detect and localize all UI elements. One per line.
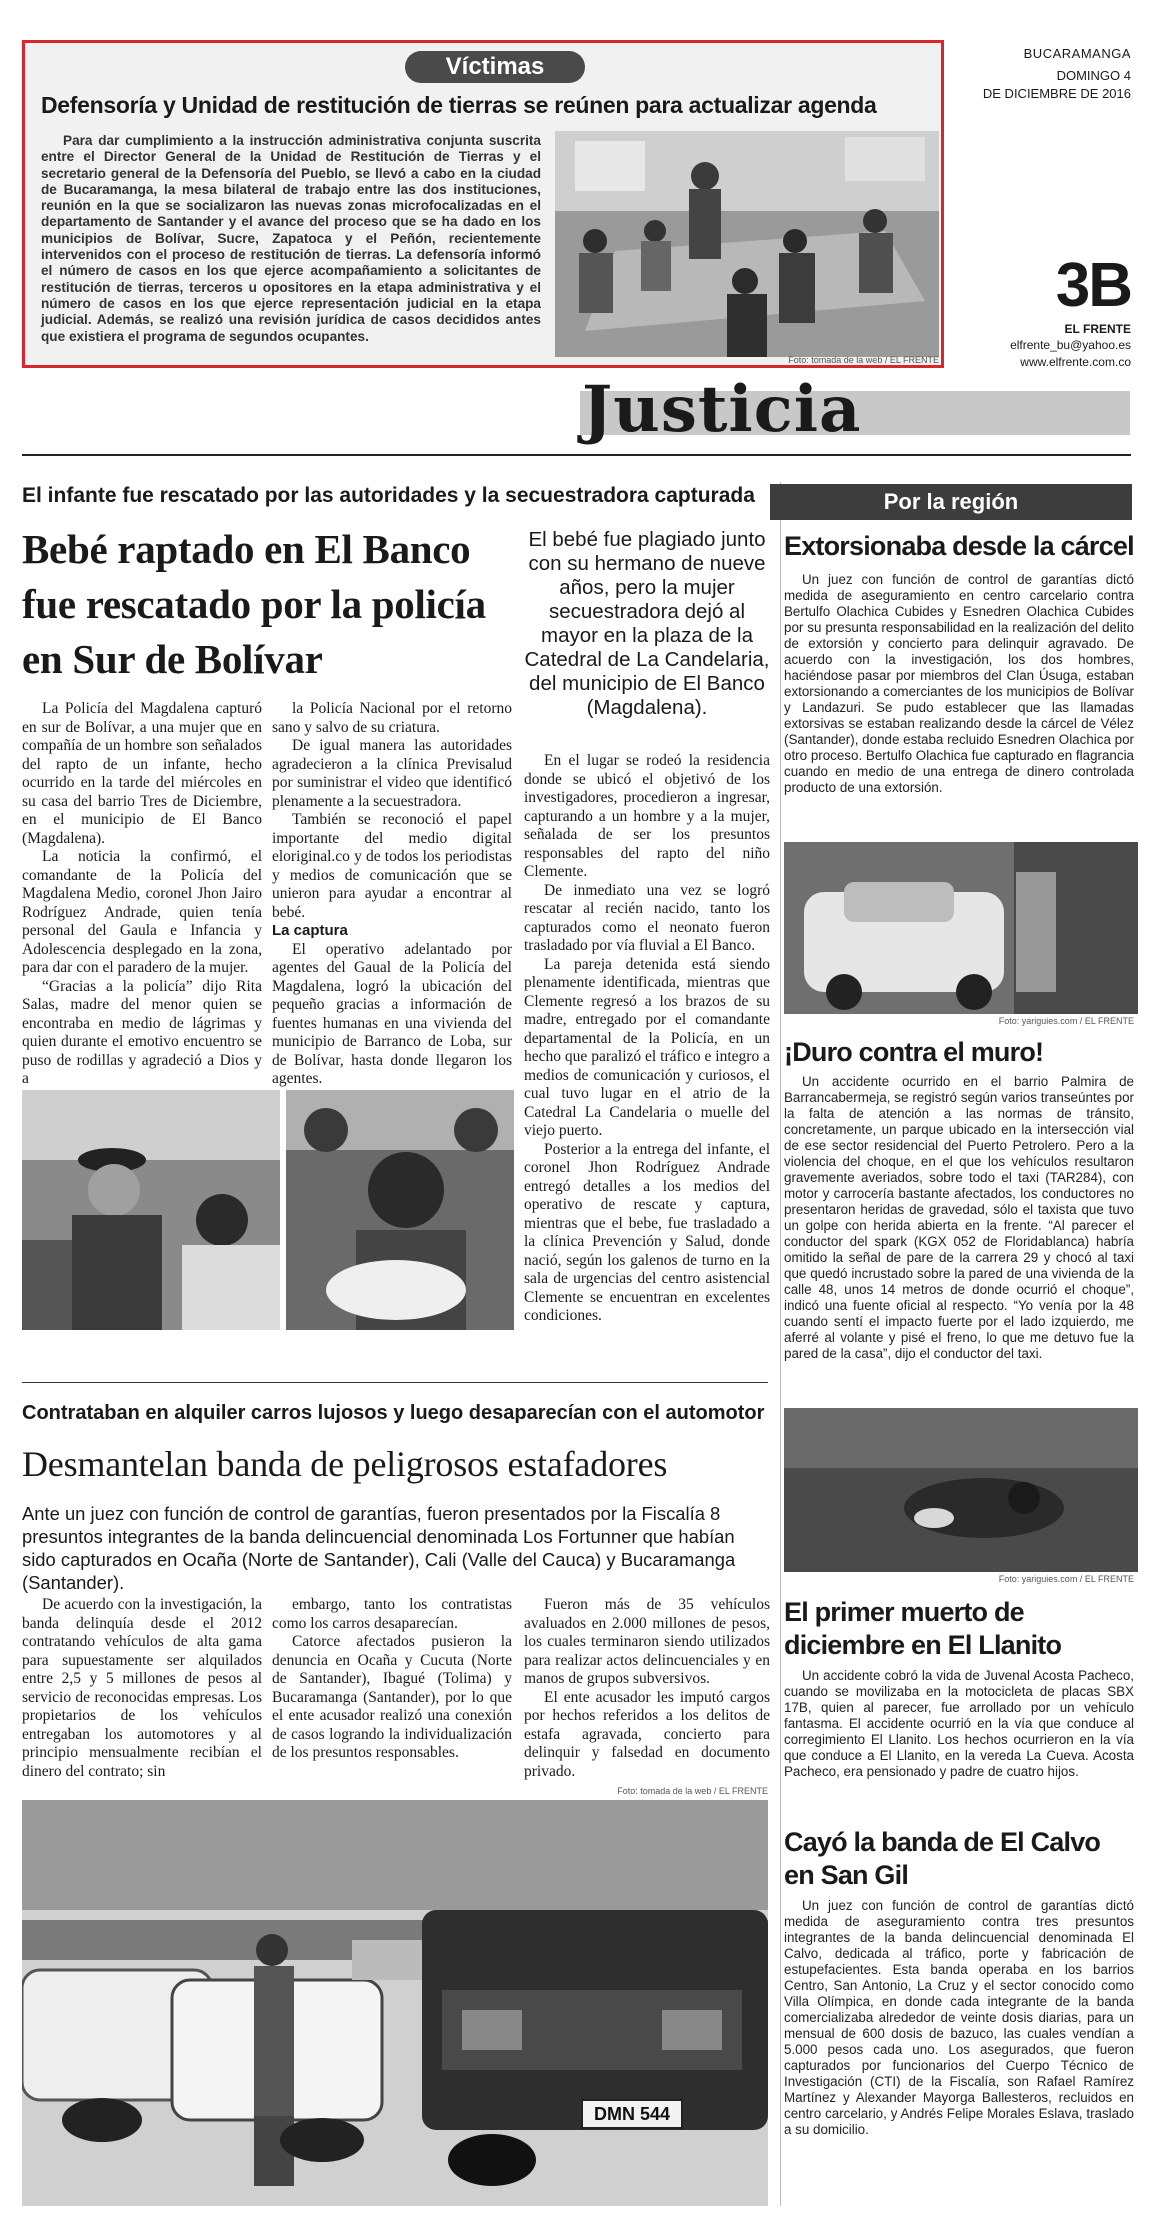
paragraph: De inmediato una vez se logró rescatar al recién nacido, tanto los capturados como el neonato fueron trasladado por vía fluvial a El Banco. (524, 881, 770, 954)
sidebar-story2-body: Un accidente ocurrido en el barrio Palmira de Barrancabermeja, se registró según varios transeúntes por la falta de atención a las normas de tránsito, concretamente, un parque ubicado en la intersección vial de ese sector residencial del Puerto Petrolero. Pero a la violencia del choque, en el que los vehículos resultaron gravemente averiados, sobre todo el taxi (TAR284), con motor y carrocería bastante afectados, los conductores no presentaron heridas de gravedad, sólo el taxista que tuvo un golpe con herida abierta en la frente. “Al parecer el conductor del spark (KGX 052 de Floridablanca) habría omitido la señal de pare de la carrera 29 y chocó al taxi que quedó incrustado sobre la pared de una vivienda de la calle 48, unos 14 metros de donde ocurrió el choque”, indicó una fuente oficial al respecto. “Yo venía por la 48 cuando sentí el impacto fuerte por el lado izquierdo, me aferré al volante y pisé el freno, lo que me detuvo fue la pared de la casa”, dijo el conductor del taxi. (784, 1074, 1134, 1361)
article2-column3 (524, 1596, 770, 1781)
sidebar-story1-body: Un juez con función de control de garantías dictó medida de aseguramiento en centro carcelario contra Bertulfo Olachica Cubides y Esnedren Olachica Cubides por su presunta responsabilidad en la realización del delito de extorsión y concierto para delinquir agravado. De acuerdo con la investigación, los dos hombres, haciéndose pasar por miembros del Clan Úsuga, estaban extorsionando a comerciantes de los municipios de Bolívar y Landazuri. Se pudo establecer que las llamadas extorsivas se estaban realizando desde la cárcel de Vélez (Santander), donde estaba recluido Esnedren Olachica por otro proceso. Bertulfo Olachica fue capturado en flagrancia cuando en medio de una entrega de dinero controlada producto de una extorsión. (784, 572, 1134, 795)
sidebar-story3-body: Un accidente cobró la vida de Juvenal Acosta Pacheco, cuando se movilizaba en la motocicleta de placas SBX 17B, quien al parecer, fue arrollado por un vehículo fantasma. El accidente ocurrió en la vía que conduce al corregimiento El Llanito. Los hechos ocurrieron en la vía que conduce a El Llanito, en la vereda La Cueva. Acosta Pacheco, era pensionado y padre de cuatro hijos. (784, 1668, 1134, 1779)
paragraph: embargo, tanto los contratistas como los carros desaparecían. (272, 1596, 512, 1632)
paragraph: Posterior a la entrega del infante, el coronel Jhon Rodríguez Andrade entregó detalles a los medios del operativo de rescate y captura, mientras que el bebe, fue trasladado a la clínica Prevención y Salud, donde nació, según los galenos de turno en la sala de urgencias del centro asistencial Clemente se encuentran en excelentes condiciones. (524, 1140, 770, 1324)
victims-photo-credit: Foto: tomada de la web / EL FRENTE (788, 355, 939, 365)
masthead-city: BUCARAMANGA (1023, 46, 1131, 61)
article2-photo-credit: Foto: tomada de la web / EL FRENTE (617, 1786, 768, 1796)
sidebar-story4-body: Un juez con función de control de garantías dictó medida de aseguramiento contra tres presuntos integrantes de la banda delincuencial denominada El Calvo, dedicada al tráfico, porte y fabricación de estupefacientes. Esta banda operaba en los barrios Centro, San Antonio, La Cruz y el sector conocido como Villa Olímpica, en donde cada integrante de la banda comercializaba alrededor de veinte dosis diarias, para un mensual de 600 dosis de bazuco, las cuales vendían a 5.000 pesos cada uno. Los asegurados, que fueron capturados por funcionarios del Cuerpo Técnico de Investigación (CTI) de la Fiscalía, son Rafael Ramírez Martínez y Alexander Mayorga Ballesteros, recluidos en centro carcelario, y Andrés Felipe Morales Eslava, traslado a su domicilio. (784, 1898, 1134, 2137)
sidebar-story2-photo (784, 1408, 1138, 1572)
article2-column2 (272, 1596, 512, 1763)
article1-deck: El bebé fue plagiado junto con su hermano de nueve años, pero la mujer secuestradora dejó al mayor en la plaza de la Catedral de La Candelaria, del municipio de El Banco (Magdalena). (524, 528, 770, 719)
article-divider (22, 1382, 768, 1383)
publication-website: www.elfrente.com.co (1020, 355, 1131, 369)
masthead-date-line2: DE DICIEMBRE DE 2016 (982, 86, 1131, 101)
article2-kicker: Contrataban en alquiler carros lujosos y luego desaparecían con el automotor (22, 1402, 765, 1424)
sidebar-title: Por la región (883, 489, 1019, 514)
publication-name: EL FRENTE (1064, 322, 1131, 336)
article2-cars-photo (22, 1800, 768, 2206)
article2-column1 (22, 1596, 262, 1781)
article2-headline: Desmantelan banda de peligrosos estafadores (22, 1444, 668, 1484)
paragraph: Fueron más de 35 vehículos avaluados en 2.000 millones de pesos, los cuales terminaron siendo utilizados para realizar actos delincuenciales y en manos de grupos subversivos. (524, 1596, 770, 1687)
sidebar-story1-photo (784, 842, 1138, 1014)
page-number: 3B (1055, 251, 1131, 320)
paragraph: El ente acusador les imputó cargos por hechos referidos a los delitos de estafa agravada, concierto para delinquir y falsedad en documento privado. (524, 1688, 770, 1780)
paragraph: En el lugar se rodeó la residencia donde se ubicó el objetivó de los investigadores, procedieron a ingresar, capturando a un hombre y a la mujer, señalada de ser los presuntos responsables del rapto del niño Clemente. (524, 752, 770, 880)
paragraph: El operativo adelantado por agentes del Gaual de la Policía del Magdalena, logró la ubicación del pequeño gracias a información de fuentes humanas en una vivienda del municipio de Barranco de Loba, sur de Bolívar, hasta donde llegaron los agentes. (272, 940, 512, 1087)
victims-tag: Víctimas (405, 51, 585, 83)
article1-mother-photo (286, 1090, 514, 1330)
paragraph: “Gracias a la policía” dijo Rita Salas, madre del menor quien se encontraba en medio de lágrimas y quien durante el emotivo encuentro se puso de rodillas y agradeció a Dios y a (22, 977, 262, 1087)
paragraph: También se reconoció el papel importante del medio digital eloriginal.co y de todos los periodistas y medios de comunicación que se unieron para ayudar a encontrar al bebé. (272, 811, 512, 921)
publication-email: elfrente_bu@yahoo.es (1010, 338, 1131, 352)
victims-headline: Defensoría y Unidad de restitución de tierras se reúnen para actualizar agenda (41, 92, 877, 118)
paragraph: Catorce afectados pusieron la denuncia en Ocaña y Cucuta (Norte de Santander), Ibagué (Tolima) y Bucaramanga (Santander), por lo que el ente acusador realizó una conexión de casos logrando la individualización de los presuntos responsables. (272, 1633, 512, 1761)
license-plate-text: DMN 544 (593, 2104, 671, 2124)
sidebar-story4-headline: Cayó la banda de El Calvo en San Gil (784, 1827, 1101, 1890)
article1-column3 (524, 752, 770, 1326)
article1-headline: Bebé raptado en El Banco fue rescatado por la policía en Sur de Bolívar (22, 526, 486, 682)
paragraph: De acuerdo con la investigación, la banda delinquía desde el 2012 contratando vehículos de alta gama para supuestamente ser alquilados entre 2,5 y 5 millones de pesos al servicio de reconocidas empresas. Los propietarios de los vehículos entregaban los automotores y al principio mensualmente recibían el dinero del contrato; sin (22, 1596, 262, 1780)
article1-column1 (22, 700, 262, 1089)
paragraph: De igual manera las autoridades agradecieron a la clínica Previsalud por suministrar el video que identificó plenamente a la secuestradora. (272, 737, 512, 810)
masthead-date-line1: DOMINGO 4 (1056, 68, 1131, 83)
article1-subhead: La captura (272, 922, 348, 939)
article2-deck: Ante un juez con función de control de garantías, fueron presentados por la Fiscalía 8 presuntos integrantes de la banda delincuencial denominada Los Fortunner que habían sido capturados en Ocaña (Norte de Santander), Cali (Valle del Cauca) y Bucaramanga (Santander). (22, 1503, 736, 1593)
article1-column2 (272, 700, 512, 1089)
paragraph: La noticia la confirmó, el comandante de la Policía del Magdalena Medio, coronel Jhon Jairo Rodríguez Andrade, quien tenía personal del Gaula e Infancia y Adolescencia desplegado en la zona, para dar con el paradero de la mujer. (22, 848, 262, 976)
victims-box (22, 40, 944, 368)
section-divider (22, 454, 1131, 456)
victims-meeting-photo (555, 131, 939, 357)
article1-police-photo (22, 1090, 280, 1330)
sidebar-story1-photo-credit: Foto: yariguies.com / EL FRENTE (998, 1016, 1134, 1026)
sidebar-story2-photo-credit: Foto: yariguies.com / EL FRENTE (998, 1574, 1134, 1584)
article1-kicker: El infante fue rescatado por las autoridades y la secuestradora capturada (22, 484, 755, 507)
sidebar-story1-headline: Extorsionaba desde la cárcel (784, 531, 1134, 561)
paragraph: la Policía Nacional por el retorno sano y salvo de su criatura. (272, 700, 512, 736)
paragraph: La Policía del Magdalena capturó en sur de Bolívar, a una mujer que en compañía de un hombre son señalados del rapto de un infante, hecho ocurrido en la tarde del miércoles en su casa del barrio Tres de Diciembre, en el municipio de El Banco (Magdalena). (22, 700, 262, 847)
sidebar-story3-headline: El primer muerto de diciembre en El Llanito (784, 1597, 1062, 1660)
paragraph: La pareja detenida está siendo plenamente identificada, mientras que Clemente regresó a los brazos de su madre, entregado por el comandante departamental de la Policía, en un hecho que paralizó el tráfico e integro a medios de comunicación y curiosos, el cual tuvo lugar en el atrio de la Catedral La Candelaria o muelle del viejo puerto. (524, 955, 770, 1139)
sidebar-story2-headline: ¡Duro contra el muro! (784, 1037, 1044, 1067)
victims-body: Para dar cumplimiento a la instrucción administrativa conjunta suscrita entre el Director General de la Unidad de Restitución de Tierras y el secretario general de la Defensoría del Pueblo, se llevó a cabo en la ciudad de Bucaramanga, la mesa bilateral de trabajo entre las dos instituciones, reunión en la que se socializaron las nuevas zonas microfocalizadas en el departamento de Santander y el avance del proceso que se ha dado en los municipios de Bolívar, Sucre, Zapatoca y el Peñón, recientemente intervenidos con el proceso de restitución de tierras. La defensoría informó el número de casos en los que ejerce acompañamiento a solicitantes de restitución de tierras, terceros u opositores en la etapa administrativa y el número de casos en los que ejerce representación judicial en la etapa judicial. Además, se realizó una revisión jurídica de casos decididos antes que existiera el programa de segundos ocupantes. (41, 133, 541, 344)
section-title: Justicia (582, 372, 862, 447)
